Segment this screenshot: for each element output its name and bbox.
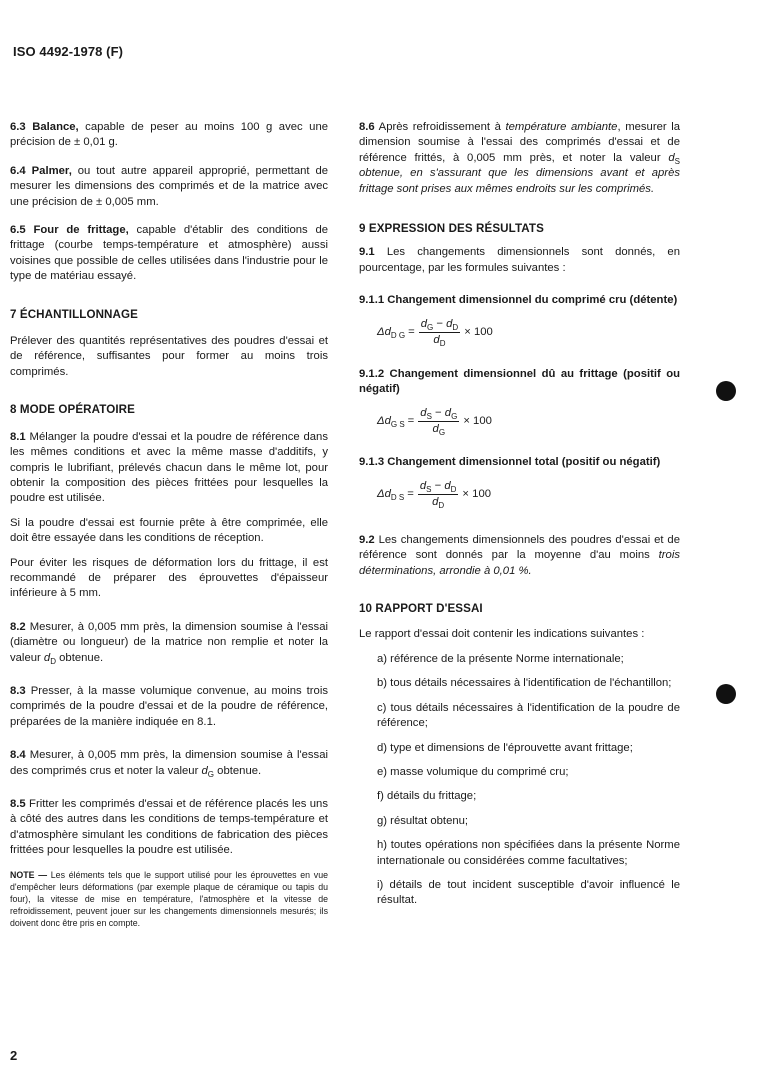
formula-lhs-subscript: D S [390, 493, 405, 503]
fraction-numerator [418, 479, 459, 495]
report-items-list [359, 652, 680, 909]
clause-text: capable d'établir des conditions de frittage (courbe temps-température et atmosphère) aussi voisines que possible de celles utilisées dans l'industrie pour le type de matériau essayé. [10, 224, 329, 283]
clause-text: Mesurer, à 0,005 mm près, la dimension soumise à l'essai des comprimés crus et noter la valeur [10, 749, 328, 777]
clause-8-1-b: Si la poudre d'essai est fournie prête à être comprimée, elle doit être essayée dans les conditions de réception. [10, 516, 328, 545]
note [10, 869, 328, 929]
var-sub: D [438, 501, 445, 511]
left-column [10, 120, 328, 929]
clause-8-6 [359, 120, 680, 197]
clause-9-1 [359, 245, 680, 276]
list-item: d) type et dimensions de l'éprouvette avant frittage; [377, 741, 633, 754]
variable: d [201, 764, 208, 777]
clause-text: Les changements dimensionnels sont donnés, en pourcentage, par les formules suivantes : [359, 246, 680, 274]
equals-sign: = [408, 325, 415, 338]
fraction [419, 317, 460, 349]
clause-8-2 [10, 620, 328, 666]
formula-2-title: 9.1.2 Changement dimensionnel dû au frittage (positif ou négatif) [359, 367, 680, 396]
formula-3 [377, 475, 680, 515]
formula-lhs-subscript: G S [390, 419, 405, 429]
list-item: e) masse volumique du comprimé cru; [377, 765, 569, 778]
multiplier: × 100 [462, 488, 492, 501]
equals-sign: = [407, 488, 414, 501]
clause-6-5 [10, 223, 328, 285]
clause-text: Mesurer, à 0,005 mm près, la dimension soumise à l'essai (diamètre ou longueur) de la matrice non remplie et noter la valeur [10, 620, 328, 664]
clause-number: 8.6 [359, 121, 375, 133]
list-item: b) tous détails nécessaires à l'identification de l'échantillon; [377, 677, 672, 690]
section-7-heading: 7 ÉCHANTILLONNAGE [10, 307, 138, 321]
clause-title: Palmer, [31, 164, 72, 177]
clause-number: 9.1 [359, 246, 375, 259]
variable-subscript: D [50, 656, 56, 666]
section-9-heading: 9 EXPRESSION DES RÉSULTATS [359, 222, 544, 236]
variable-subscript: G [207, 769, 215, 779]
fraction [418, 406, 459, 438]
var-sub: G [438, 427, 446, 437]
equals-sign: = [407, 414, 415, 427]
formula-lhs-subscript: D G [390, 330, 406, 340]
clause-text: Mélanger la poudre d'essai et la poudre de référence dans les mêmes conditions et avec la même masse d'additifs, y compris le lubrifiant, prélevés chacun dans le même lot, pour obtenir la composition des pièces frittées pour lesquelles la poudre est utilisée. [10, 430, 328, 505]
clause-number: 6.5 [10, 224, 26, 237]
formula-1 [377, 313, 680, 353]
variable: d [668, 151, 675, 164]
fraction-denominator [431, 333, 447, 348]
right-column [359, 120, 680, 918]
var-sub: G [427, 322, 434, 332]
var-sub: D [452, 322, 459, 332]
var: d [432, 496, 439, 509]
clause-number: 8.3 [10, 684, 26, 697]
list-item: c) tous détails nécessaires à l'identification de la poudre de référence; [377, 701, 680, 730]
clause-text: Après refroidissement à [374, 121, 506, 133]
fraction-numerator [419, 317, 460, 333]
multiplier: × 100 [463, 414, 492, 427]
var: d [432, 422, 439, 435]
clause-title: Balance, [32, 121, 79, 133]
clause-6-3 [10, 120, 328, 151]
list-item: a) référence de la présente Norme internationale; [377, 652, 624, 665]
multiplier: × 100 [464, 325, 493, 338]
minus-sign: − [433, 317, 447, 330]
punch-hole-mark [716, 684, 736, 704]
clause-number: 8.1 [10, 430, 26, 443]
formula-2 [377, 401, 680, 441]
clause-text-end: obtenue. [214, 764, 262, 777]
var: d [420, 406, 427, 419]
section-10-intro: Le rapport d'essai doit contenir les indications suivantes : [359, 627, 645, 640]
section-10-heading: 10 RAPPORT D'ESSAI [359, 602, 483, 616]
var-sub: D [439, 339, 446, 349]
clause-text: , mesurer la dimension soumise à l'essai des comprimés d'essai et de référence frittés, à 0,005 mm près, et noter la valeur [359, 121, 681, 164]
fraction-denominator [430, 495, 446, 510]
clause-8-5 [10, 797, 328, 859]
fraction-denominator [431, 422, 448, 437]
clause-text: Fritter les comprimés d'essai et de référence placés les uns à côté des autres dans les conditions de temps-température et d'atmosphère simulant les conditions de fabrication des pièces frittées pour lesquelles la poudre est utilisée. [10, 798, 328, 857]
clause-8-4 [10, 748, 328, 779]
note-text: Les éléments tels que le support utilisé pour les éprouvettes en vue d'empêcher leurs déformations (par exemple plaque de céramique ou tapis du four), la vitesse de mise en température, l'atmosphère et la vitesse de refroidissement, peuvent jouer sur les changements dimensionnels mesurés; ils doivent donc être pris en compte. [10, 869, 328, 928]
list-item: f) détails du frittage; [377, 790, 477, 803]
var-sub: G [451, 411, 458, 421]
minus-sign: − [431, 479, 445, 492]
clause-number: 9.2 [359, 533, 375, 546]
clause-number: 8.5 [10, 798, 26, 810]
var: d [433, 334, 440, 347]
clause-text: capable de peser au moins 100 g avec une précision de ± 0,01 g. [10, 121, 329, 149]
clause-6-4 [10, 164, 328, 210]
minus-sign: − [431, 406, 445, 419]
formula-lhs: Δd [377, 488, 391, 501]
clause-8-1-c: Pour éviter les risques de déformation lors du frittage, il est recommandé de préparer des éprouvettes d'épaisseur inférieure à 5 mm. [10, 556, 328, 600]
clause-text: Les changements dimensionnels des poudres d'essai et de référence sont donnés par la moyenne d'au moins [359, 533, 680, 562]
clause-text-italic: température ambiante [505, 121, 618, 133]
var-sub: D [450, 484, 457, 494]
punch-hole-mark [716, 381, 736, 401]
formula-3-title: 9.1.3 Changement dimensionnel total (positif ou négatif) [359, 456, 661, 469]
var-sub: S [426, 484, 432, 494]
clause-8-1 [10, 430, 328, 507]
variable: d [43, 651, 51, 664]
var: d [444, 406, 452, 419]
clause-number: 6.3 [10, 121, 26, 133]
formula-1-title: 9.1.1 Changement dimensionnel du comprimé cru (détente) [359, 294, 678, 307]
clause-8-3 [10, 684, 328, 730]
var: d [420, 317, 428, 330]
section-8-heading: 8 MODE OPÉRATOIRE [10, 403, 135, 417]
var-sub: S [426, 411, 432, 421]
section-7-text: Prélever des quantités représentatives des poudres d'essai et de référence, suffisantes pour former au moins trois comprimés. [10, 335, 328, 378]
clause-text: ou tout autre appareil approprié, permettant de mesurer les dimensions des comprimés et de la matrice avec une précision de ± 0,005 mm. [10, 164, 329, 208]
clause-9-2 [359, 533, 680, 579]
var: d [446, 317, 453, 330]
list-item: i) détails de tout incident susceptible d'avoir influencé le résultat. [377, 878, 680, 907]
clause-number: 6.4 [10, 164, 26, 177]
formula-lhs: Δd [377, 414, 391, 427]
clause-number: 8.4 [10, 749, 26, 762]
clause-text-italic: obtenue, en s'assurant que les dimensions avant et après frittage sont prises aux mêmes endroits sur les comprimés. [359, 167, 680, 195]
note-label: NOTE — [10, 869, 48, 880]
clause-text-italic: trois déterminations, arrondie à 0,01 %. [359, 549, 680, 577]
var: d [444, 479, 451, 492]
list-item: g) résultat obtenu; [377, 814, 469, 827]
formula-lhs: Δd [377, 325, 391, 338]
clause-title: Four de frittage, [33, 224, 129, 237]
list-item: h) toutes opérations non spécifiées dans la présente Norme internationale ou considérées comme facultatives; [377, 839, 680, 867]
fraction [418, 479, 459, 511]
page-number: 2 [10, 1048, 18, 1063]
variable-subscript: S [674, 156, 680, 166]
clause-text-end: obtenue. [56, 651, 104, 664]
var: d [419, 479, 427, 492]
document-header: ISO 4492-1978 (F) [13, 44, 124, 59]
clause-number: 8.2 [10, 620, 26, 633]
fraction-numerator [418, 406, 459, 422]
clause-text: Presser, à la masse volumique convenue, au moins trois comprimés de la poudre d'essai et de la poudre de référence, préparées de la manière indiquée en 8.1. [10, 684, 328, 728]
